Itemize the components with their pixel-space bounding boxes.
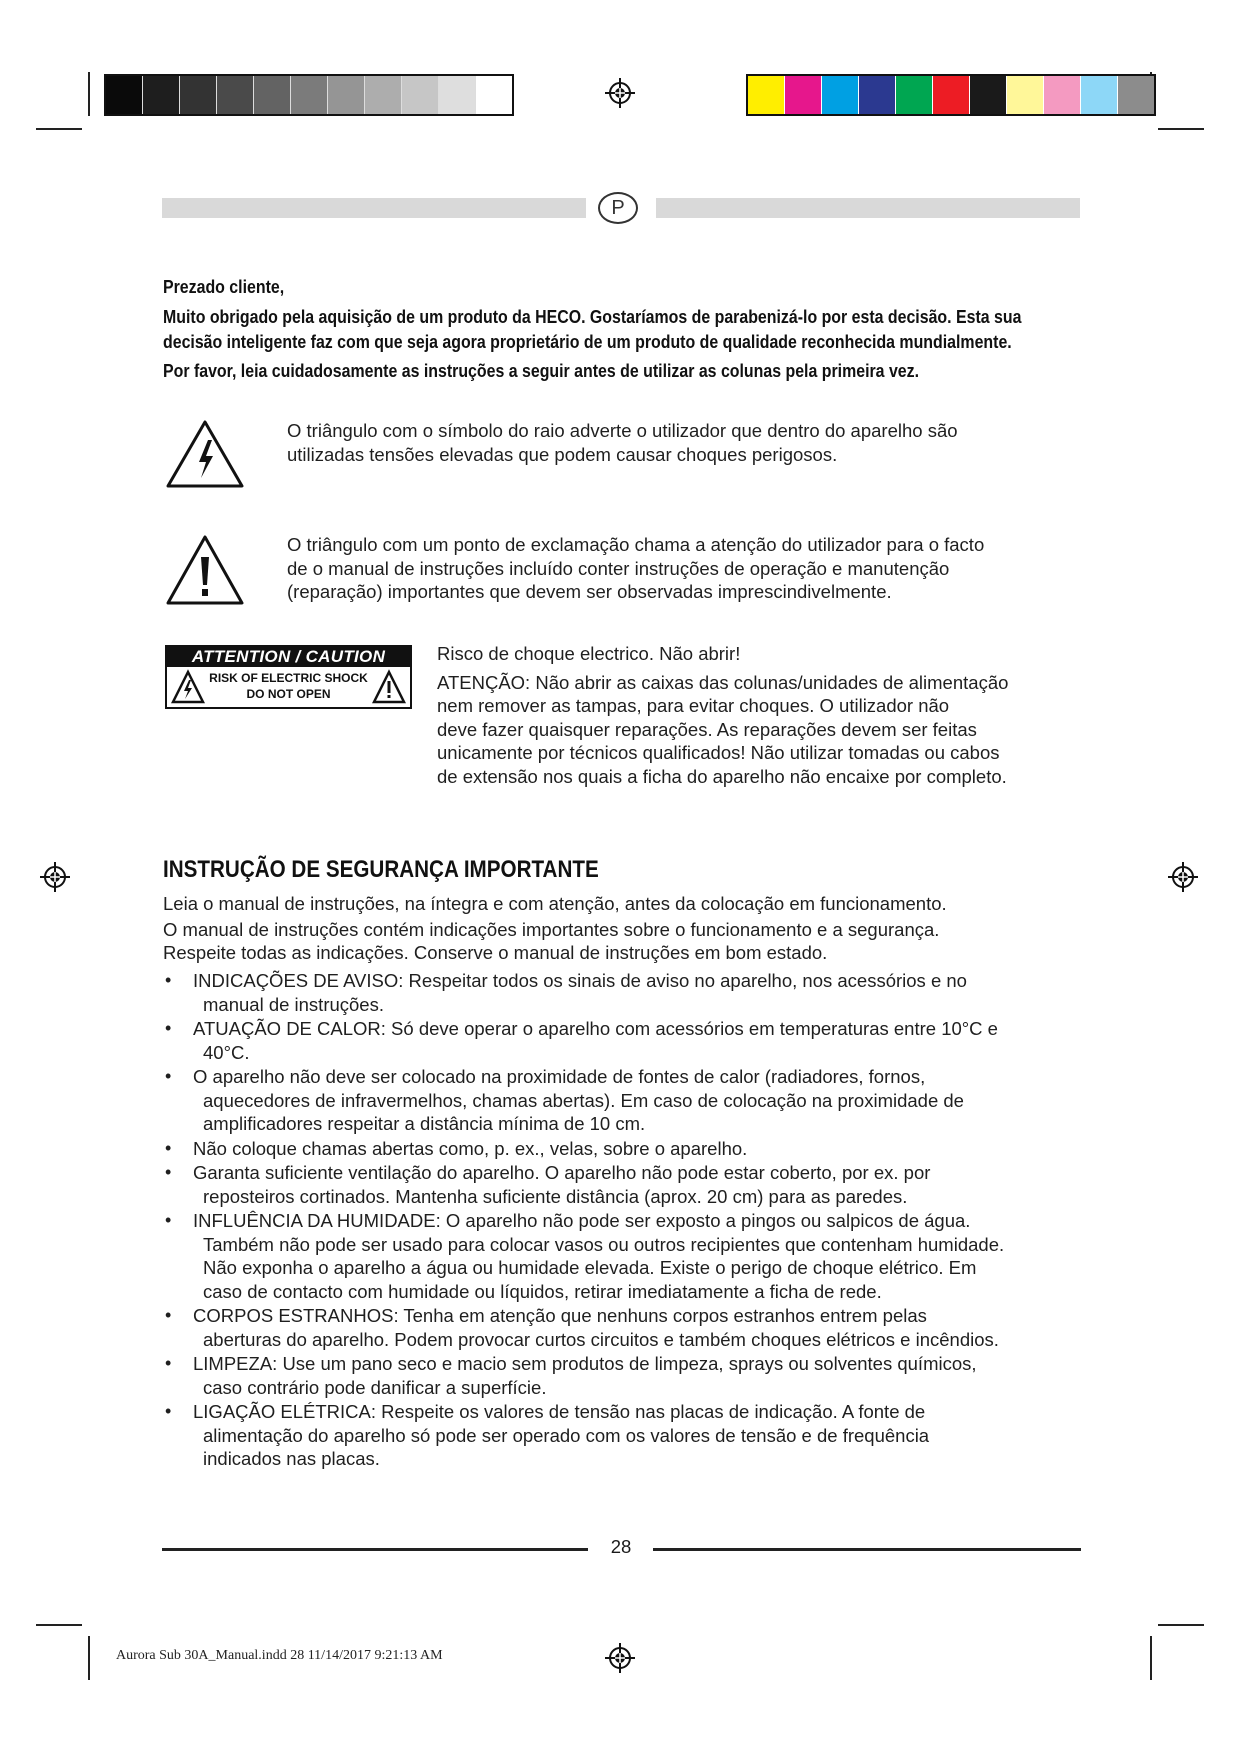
color-swatch <box>859 76 896 114</box>
color-swatch <box>1081 76 1118 114</box>
gray-swatch <box>439 76 476 114</box>
gray-swatch <box>106 76 143 114</box>
list-item <box>163 1161 1103 1208</box>
exclamation-warning-text: O triângulo com um ponto de exclamação chama a atenção do utilizador para o facto de o manual de instruções incluído conter instruções de operação e manutenção (reparação) importantes que devem ser observadas imprescindivelmente. <box>287 534 985 602</box>
section-title: INSTRUÇÃO DE SEGURANÇA IMPORTANTE <box>163 856 599 883</box>
crop-mark <box>88 72 90 116</box>
list-item-line: alimentação do aparelho só pode ser operado com os valores de tensão e de frequência <box>203 1424 930 1446</box>
color-swatch <box>933 76 970 114</box>
list-item-line: • Garanta suficiente ventilação do aparelho. O aparelho não pode estar coberto, por ex. por <box>193 1162 931 1183</box>
list-item-line: indicados nas placas. <box>203 1448 380 1469</box>
crop-mark <box>1158 128 1204 130</box>
process-color-bar <box>746 74 1156 116</box>
list-item-line: 40°C. <box>203 1041 250 1063</box>
exclamation-warning-icon <box>372 669 406 705</box>
intro-line: decisão inteligente faz com que seja agora proprietário de um produto de qualidade reconhecida mundialmente. <box>163 331 1012 352</box>
crop-mark <box>36 1624 82 1626</box>
list-item-line: caso contrário pode danificar a superfície. <box>203 1376 547 1398</box>
list-item-line: caso de contacto com humidade ou líquidos, retirar imediatamente a ficha de rede. <box>203 1280 882 1302</box>
crop-mark <box>36 128 82 130</box>
color-swatch <box>748 76 785 114</box>
color-swatch <box>1118 76 1154 114</box>
list-item-line: Não exponha o aparelho a água ou humidade elevada. Existe o perigo de choque elétrico. Em <box>203 1257 977 1278</box>
list-item-line: • LIGAÇÃO ELÉTRICA: Respeite os valores de tensão nas placas de indicação. A fonte de <box>193 1401 926 1422</box>
grayscale-color-bar <box>104 74 514 116</box>
page-number: 28 <box>610 1536 632 1557</box>
registration-mark-icon <box>1168 862 1198 892</box>
color-swatch <box>896 76 933 114</box>
lightning-warning-icon <box>171 669 205 705</box>
list-item-line: • LIMPEZA: Use um pano seco e macio sem produtos de limpeza, sprays ou solventes químicos, <box>193 1353 977 1374</box>
caution-risk-line: RISK OF ELECTRIC SHOCK <box>209 671 368 685</box>
language-badge: P <box>598 192 638 224</box>
list-item <box>163 1017 1103 1064</box>
list-item-line: • INDICAÇÕES DE AVISO: Respeitar todos os sinais de aviso no aparelho, nos acessórios e no <box>193 970 967 991</box>
list-item <box>163 1065 1103 1136</box>
exclamation-warning-icon <box>164 533 246 607</box>
list-item-line: amplificadores respeitar a distância mínima de 10 cm. <box>203 1113 646 1134</box>
list-item <box>163 969 1103 1016</box>
caution-open-line: DO NOT OPEN <box>246 687 331 701</box>
list-item-line: • Não coloque chamas abertas como, p. ex., velas, sobre o aparelho. <box>193 1137 748 1159</box>
list-item-line: • INFLUÊNCIA DA HUMIDADE: O aparelho não pode ser exposto a pingos ou salpicos de água. <box>193 1210 971 1231</box>
color-swatch <box>1044 76 1081 114</box>
intro-line: Muito obrigado pela aquisição de um produto da HECO. Gostaríamos de parabenizá-lo por esta decisão. Esta sua <box>163 306 1022 327</box>
list-item <box>163 1304 1103 1351</box>
list-item-line: • O aparelho não deve ser colocado na proximidade de fontes de calor (radiadores, fornos, <box>193 1066 926 1087</box>
lightning-warning-text: O triângulo com o símbolo do raio adverte o utilizador que dentro do aparelho são utilizadas tensões elevadas que podem causar choques perigosos. <box>287 420 958 465</box>
list-item-line: aquecedores de infravermelhos, chamas abertas). Em caso de colocação na proximidade de <box>203 1089 964 1111</box>
safety-intro: Leia o manual de instruções, na íntegra e com atenção, antes da colocação em funcionamento. O manual de instruções contém indicações importantes sobre o funcionamento e a segurança. Respeite todas as indicações. Conserve o manual de instruções em bom estado. <box>163 893 947 963</box>
caution-title: ATTENTION / CAUTION <box>167 647 410 667</box>
gray-swatch <box>402 76 439 114</box>
list-item-line: manual de instruções. <box>203 993 384 1015</box>
gray-swatch <box>254 76 291 114</box>
caution-label <box>165 645 412 709</box>
caution-text: Risco de choque electrico. Não abrir! ATENÇÃO: Não abrir as caixas das colunas/unidades de alimentação nem remover as tampas, para evitar choques. O utilizador não deve fazer quaisquer reparações. As reparações devem ser feitas unicamente por técnicos qualificados! Não utilizar tomadas ou cabos de extensão nos quais a ficha do aparelho não encaixe por completo. <box>437 643 1009 787</box>
gray-swatch <box>217 76 254 114</box>
list-item <box>163 1209 1103 1303</box>
safety-bullet-list <box>163 969 1103 1472</box>
list-item-line: Também não pode ser usado para colocar vasos ou outros recipientes que contenham humidade. <box>203 1233 1005 1255</box>
intro-line: Por favor, leia cuidadosamente as instruções a seguir antes de utilizar as colunas pela primeira vez. <box>163 360 920 381</box>
list-item <box>163 1400 1103 1471</box>
color-swatch <box>970 76 1007 114</box>
gray-swatch <box>180 76 217 114</box>
gray-swatch <box>476 76 512 114</box>
list-item <box>163 1352 1103 1399</box>
list-item-line: aberturas do aparelho. Podem provocar curtos circuitos e também choques elétricos e incêndios. <box>203 1328 999 1350</box>
gray-swatch <box>365 76 402 114</box>
registration-mark-icon <box>605 1643 635 1673</box>
color-swatch <box>1007 76 1044 114</box>
crop-mark <box>1150 1636 1152 1680</box>
caution-first-line: Risco de choque electrico. Não abrir! <box>437 643 741 664</box>
gray-swatch <box>291 76 328 114</box>
crop-mark <box>88 1636 90 1680</box>
header-bar-left <box>162 198 586 218</box>
greeting: Prezado cliente, <box>163 276 285 297</box>
gray-swatch <box>143 76 180 114</box>
header-bar-right <box>656 198 1080 218</box>
footer-rule-right <box>653 1548 1081 1551</box>
list-item <box>163 1137 1103 1161</box>
print-slug: Aurora Sub 30A_Manual.indd 28 11/14/2017 9:21:13 AM <box>116 1648 443 1663</box>
crop-mark <box>1158 1624 1204 1626</box>
gray-swatch <box>328 76 365 114</box>
color-swatch <box>785 76 822 114</box>
registration-mark-icon <box>605 78 635 108</box>
list-item-line: • CORPOS ESTRANHOS: Tenha em atenção que nenhuns corpos estranhos entrem pelas <box>193 1305 927 1326</box>
list-item-line: reposteiros cortinados. Mantenha suficiente distância (aprox. 20 cm) para as paredes. <box>203 1185 908 1207</box>
color-swatch <box>822 76 859 114</box>
lightning-warning-icon <box>164 418 246 490</box>
list-item-line: • ATUAÇÃO DE CALOR: Só deve operar o aparelho com acessórios em temperaturas entre 10°C e <box>193 1018 998 1039</box>
footer-rule-left <box>162 1548 588 1551</box>
registration-mark-icon <box>40 862 70 892</box>
